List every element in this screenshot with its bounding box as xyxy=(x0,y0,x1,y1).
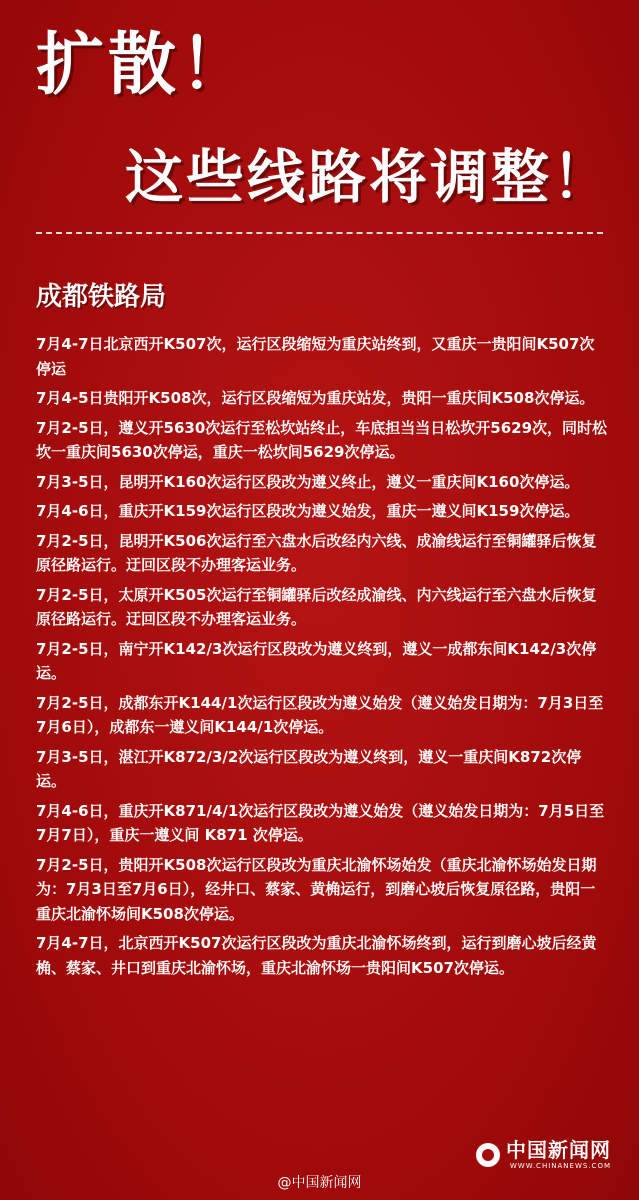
seal-icon xyxy=(476,1143,500,1167)
notice-item: 7月2-5日，遵义开5630次运行至松坎站终止，车底担当当日松坎开5629次，同时松坎一重庆间5630次停运，重庆一松坎间5629次停运。 xyxy=(36,418,608,461)
notice-item: 7月4-5日贵阳开K508次，运行区段缩短为重庆站发，贵阳一重庆间K508次停运。 xyxy=(36,389,595,407)
notice-item: 7月2-5日，贵阳开K508次运行区段改为重庆北渝怀场始发（重庆北渝怀场始发日期为：7月3日至7月6日），经井口、蔡家、黄桷运行，到磨心坡后恢复原径路，贵阳一重庆北渝怀场间K508次停运。 xyxy=(36,855,597,923)
logo-brand xyxy=(506,1140,611,1170)
headline-secondary: 这些线路将调整！ xyxy=(124,143,613,211)
notice-item: 7月3-5日，湛江开K872/3/2次运行区段改为遵义终到，遵义一重庆间K872次停运。 xyxy=(36,747,582,790)
section-heading: 成都铁路局 xyxy=(36,282,167,312)
notice-item: 7月2-5日，成都东开K144/1次运行区段改为遵义始发（遵义始发日期为：7月3日至7月6日），成都东一遵义间K144/1次停运。 xyxy=(36,693,604,736)
notice-list xyxy=(36,332,608,985)
notice-item: 7月4-7日北京西开K507次，运行区段缩短为重庆站终到，又重庆一贵阳间K507次停运 xyxy=(36,335,595,378)
notice-item: 7月4-6日，重庆开K159次运行区段改为遵义始发，重庆一遵义间K159次停运。 xyxy=(36,502,580,520)
dashed-divider xyxy=(36,232,603,234)
logo-name: 中国新闻网 xyxy=(506,1138,611,1162)
chinanews-logo xyxy=(476,1140,611,1170)
notice-item: 7月2-5日，南宁开K142/3次运行区段改为遵义终到，遵义一成都东间K142/3次停运。 xyxy=(36,639,597,682)
watermark-credit: @中国新闻网 xyxy=(277,1175,362,1191)
notice-item: 7月2-5日，昆明开K506次运行至六盘水后改经内六线、成渝线运行至铜罐驿后恢复原径路运行。迂回区段不办理客运业务。 xyxy=(36,531,597,574)
logo-url: WWW.CHINANEWS.COM xyxy=(509,1162,611,1170)
headline-primary: 扩散！ xyxy=(36,26,253,105)
notice-item: 7月3-5日，昆明开K160次运行区段改为遵义终止，遵义一重庆间K160次停运。 xyxy=(36,472,580,491)
notice-item: 7月2-5日，太原开K505次运行至铜罐驿后改经成渝线、内六线运行至六盘水后恢复原径路运行。迂回区段不办理客运业务。 xyxy=(36,585,597,628)
notice-item: 7月4-6日，重庆开K871/4/1次运行区段改为遵义始发（遵义始发日期为：7月5日至7月7日），重庆一遵义间 K871 次停运。 xyxy=(36,801,605,844)
notice-item: 7月4-7日，北京西开K507次运行区段改为重庆北渝怀场终到，运行到磨心坡后经黄桷、蔡家、井口到重庆北渝怀场，重庆北渝怀场一贵阳间K507次停运。 xyxy=(36,934,597,977)
